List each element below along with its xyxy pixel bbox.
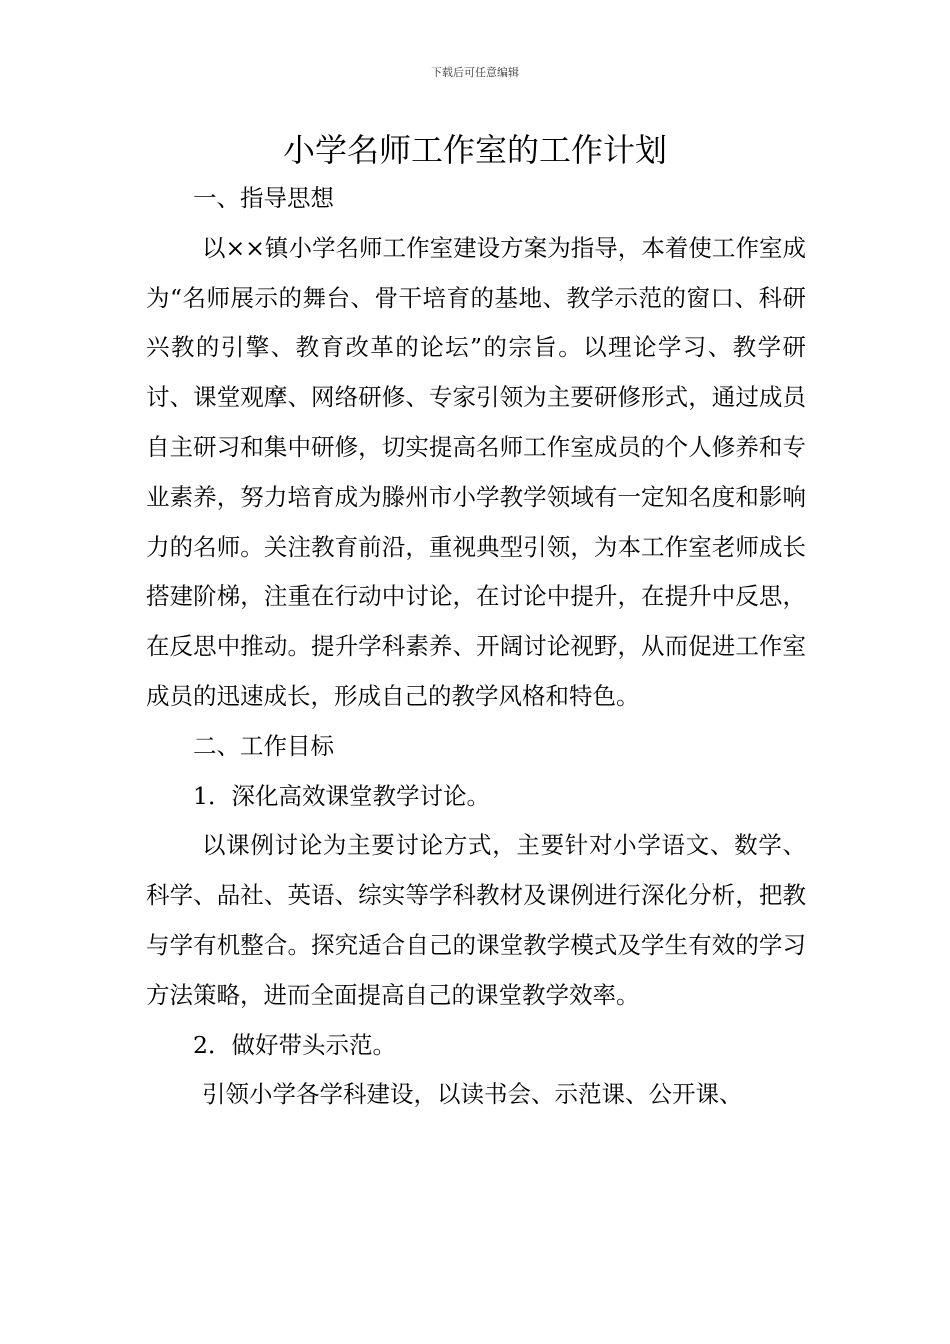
document-title: 小学名师工作室的工作计划 [282, 131, 667, 169]
section-heading-guiding-thought: 一、指导思想 [193, 184, 334, 212]
paragraph-goal-2: 引领小学各学科建设，以读书会、示范课、公开课、 [202, 1080, 743, 1109]
paragraph-goal-1: 以课例讨论为主要讨论方式，主要针对小学语文、数学、科学、品社、英语、综实等学科教材及课例进行深化分析，把教与学有机整合。探究适合自己的课堂教学模式及学生有效的学习方法策略，进而全面提高自己的课堂教学效率。 [146, 831, 806, 1009]
goal-item-2-heading: 2．做好带头示范。 [193, 1030, 396, 1059]
section-heading-work-goals: 二、工作目标 [193, 731, 334, 760]
header-note: 下载后可任意编辑 [431, 66, 519, 79]
goal-item-1-heading: 1．深化高效课堂教学讨论。 [193, 781, 490, 810]
paragraph-guiding-thought: 以××镇小学名师工作室建设方案为指导，本着使工作室成为“名师展示的舞台、骨干培育的基地、教学示范的窗口、科研兴教的引擎、教育改革的论坛”的宗旨。以理论学习、教学研讨、课堂观摩、网络研修、专家引领为主要研修形式，通过成员自主研习和集中研修，切实提高名师工作室成员的个人修养和专业素养，努力培育成为滕州市小学教学领域有一定知名度和影响力的名师。关注教育前沿，重视典型引领，为本工作室老师成长搭建阶梯，注重在行动中讨论，在讨论中提升，在提升中反思，在反思中推动。提升学科素养、开阔讨论视野，从而促进工作室成员的迅速成长，形成自己的教学风格和特色。 [146, 233, 806, 710]
document-body [146, 174, 806, 1120]
